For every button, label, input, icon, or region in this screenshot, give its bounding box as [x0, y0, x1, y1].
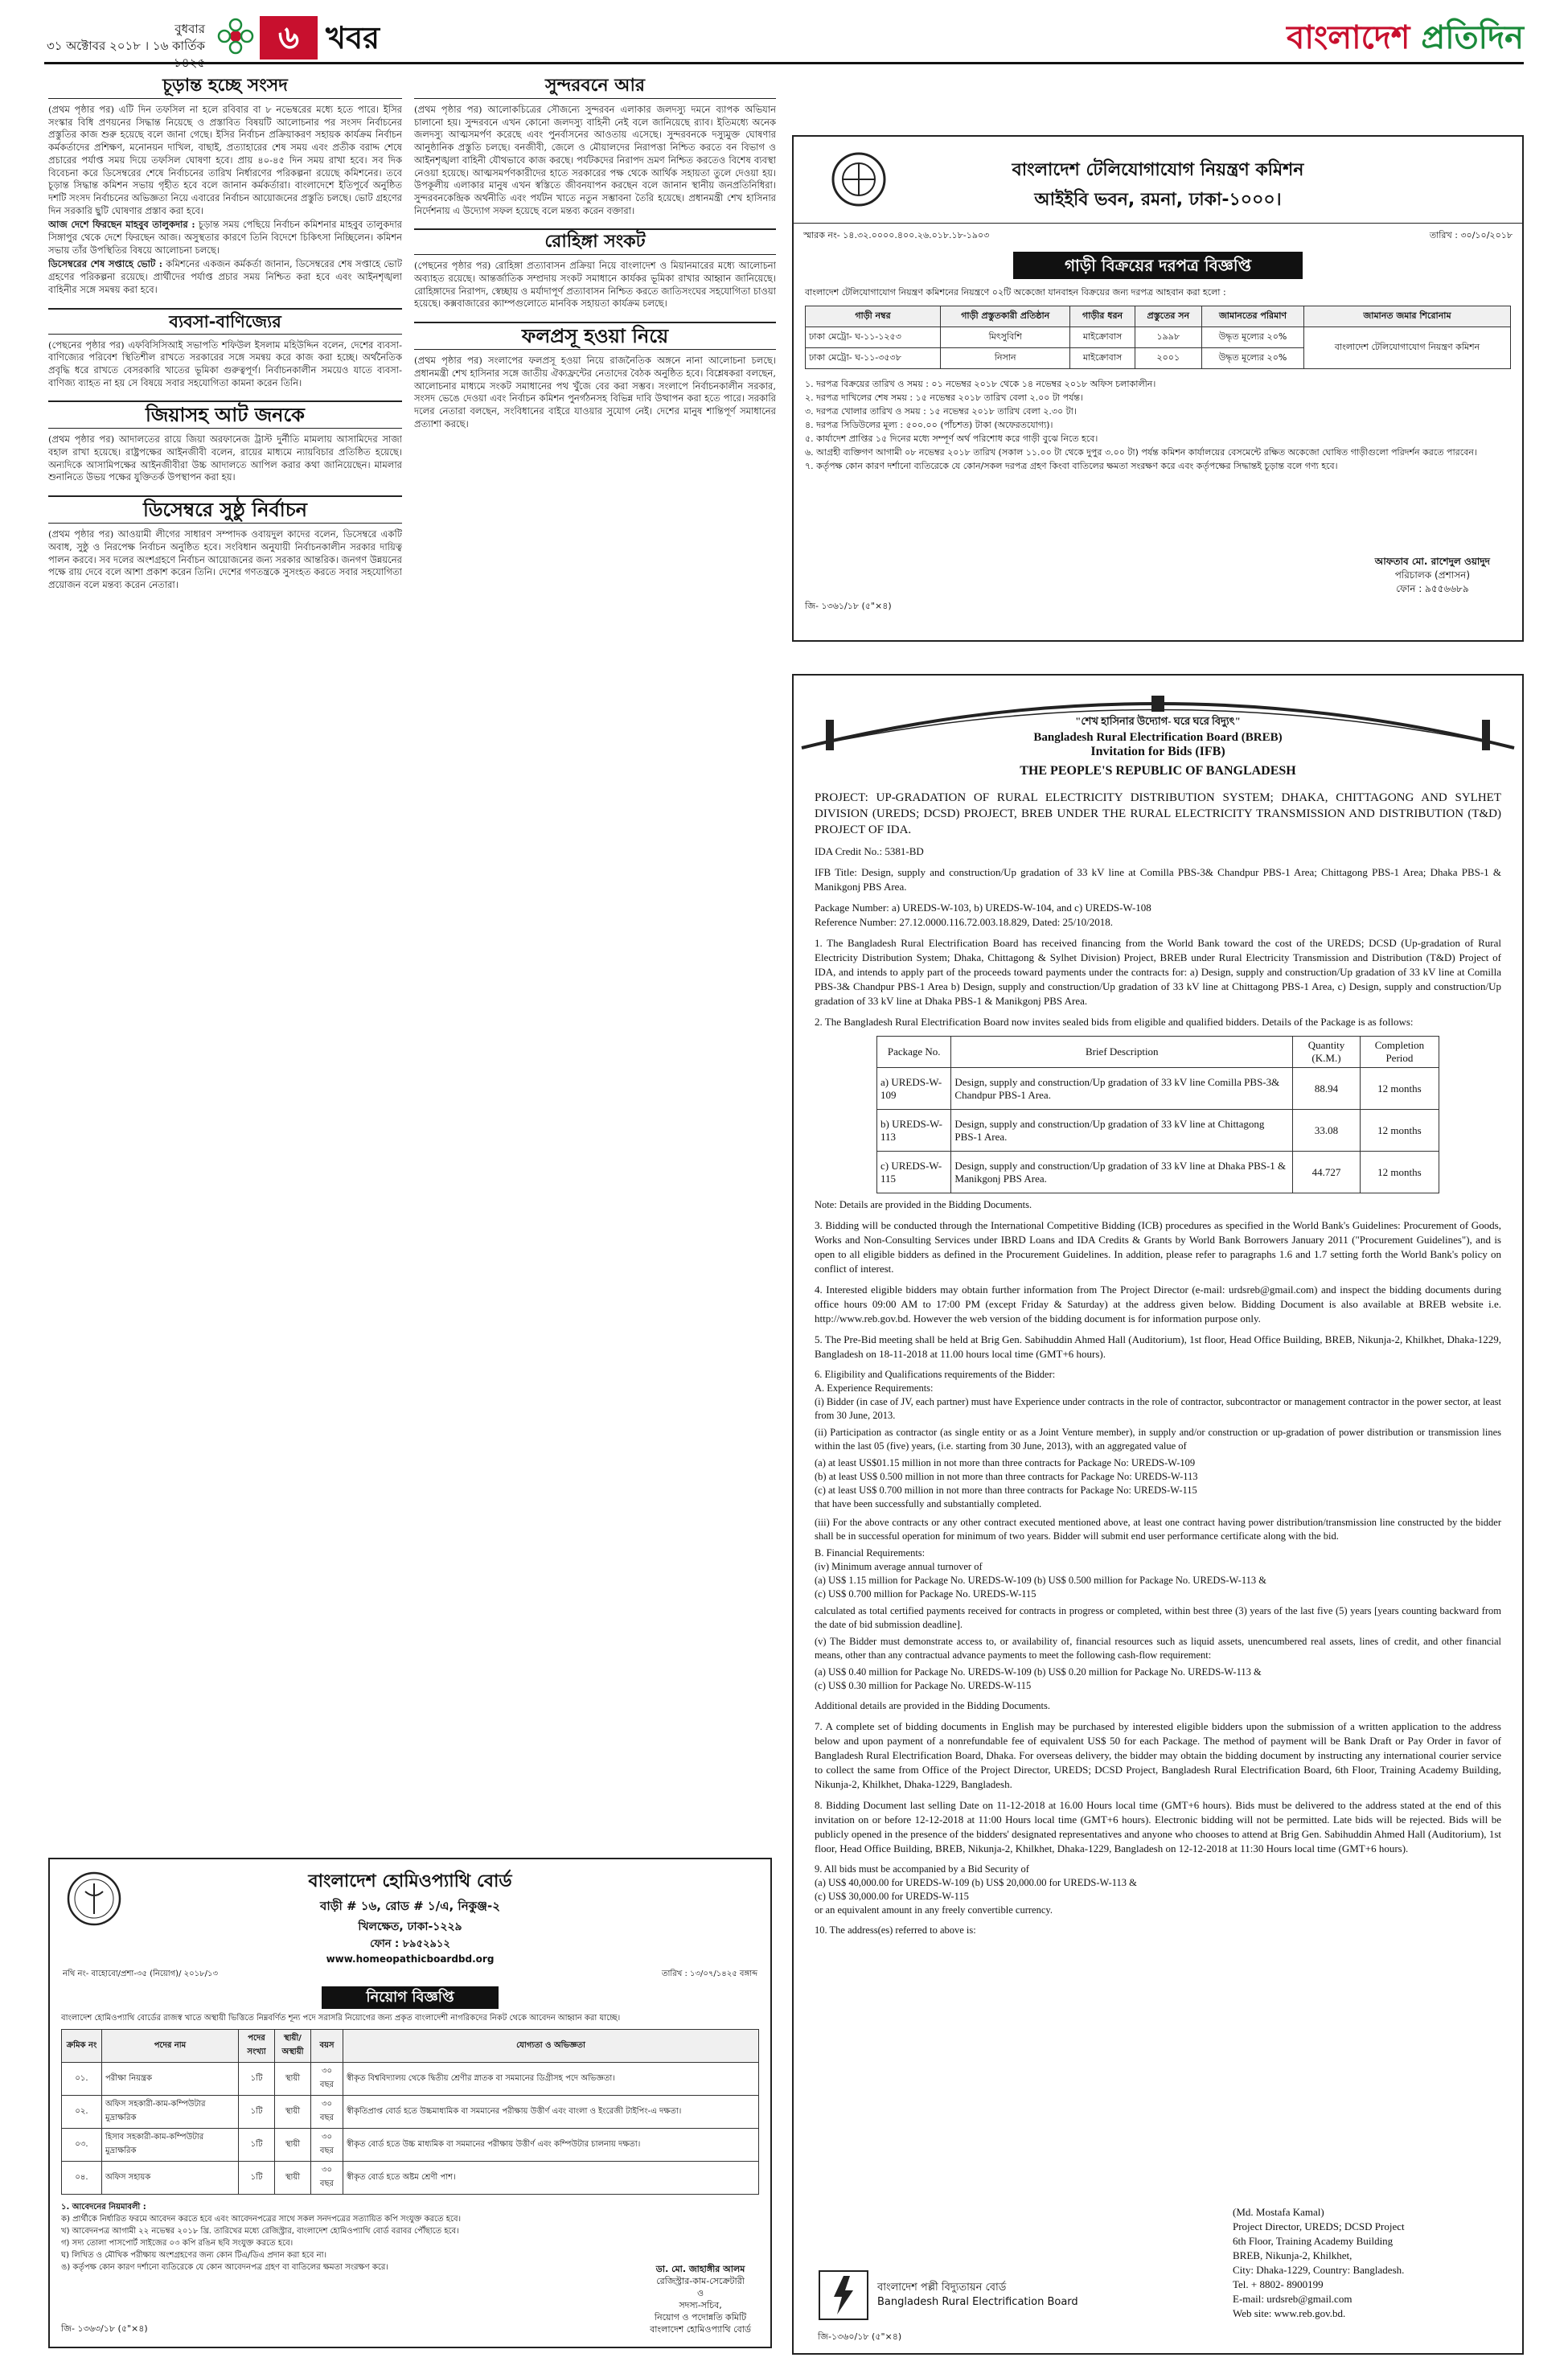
- breb-project: PROJECT: UP-GRADATION OF RURAL ELECTRICITY DISTRIBUTION SYSTEM; DHAKA, CHITTAGONG AND SYLHET DIVISION (UREDS; DCSD) PROJECT, BREB UNDER THE RURAL ELECTRICITY TRANSMISSION AND DISTRIBUTION (T&D) PROJECT OF IDA.: [815, 791, 1501, 836]
- article-headline: সুন্দরবনে আর: [414, 74, 776, 99]
- table-header: Package No.: [877, 1037, 951, 1068]
- homeopathy-address-1: বাড়ী # ১৬, রোড # ১/এ, নিকুঞ্জ-২: [320, 1899, 500, 1913]
- btrc-memo: স্মারক নং- ১৪.৩২.০০০০.৪০০.২৬.০১৮.১৮-১৯০৩: [803, 230, 990, 240]
- table-cell: ৩০ বছর: [311, 2063, 343, 2096]
- table-cell: ৩০ বছর: [311, 2129, 343, 2162]
- table-header: Completion Period: [1360, 1037, 1439, 1068]
- article-text: কমিশনের একজন কর্মকর্তা জানান, ডিসেম্বরের শেষ সপ্তাহে ভোট গ্রহণের পরিকল্পনা রয়েছে। প্রার্থীদের পর্যাপ্ত প্রচার সময় নিশ্চিত করা হবে এবং আইনশৃঙ্খলা বাহিনীর সঙ্গে সমন্বয় করা হবে।: [48, 258, 402, 295]
- table-cell: ঢাকা মেট্রো- ঘ-১১-১২৫৩: [806, 327, 941, 348]
- table-cell: 12 months: [1360, 1068, 1439, 1110]
- schedule-item: ৬. আগ্রহী ব্যক্তিগণ আগামী ০৮ নভেম্বর ২০১৮ তারিখ (সকাল ১১.০০ টা থেকে দুপুর ৩.০০ টা) পর্যন্ত কমিশন কার্যালয়ের বেসমেন্টে রক্ষিত অকেজো ঘোষিত গাড়ীগুলো পরিদর্শন করতে পারবেন।: [805, 447, 1477, 458]
- address-line: E-mail: urdsreb@gmail.com: [1233, 2293, 1353, 2305]
- table-cell: a) UREDS-W-109: [877, 1068, 951, 1110]
- list-item: that have been successfully and substantially completed.: [815, 1498, 1042, 1509]
- signatory-phone: ফোন : ৯৫৫৬৬৮৯: [1396, 583, 1469, 594]
- homeopathy-date: তারিখ : ১৩/০৭/১৪২৫ বঙ্গাব্দ: [661, 1969, 757, 1978]
- news-column-right: [414, 74, 776, 1847]
- article-body: (পেছনের পৃষ্ঠার পর) এফবিসিসিআই সভাপতি শফিউল ইসলাম মহিউদ্দিন বলেন, দেশের ব্যবসা-বাণিজ্যের পরিবেশ স্থিতিশীল রাখতে সরকারের সঙ্গে সমন্বয় করে কাজ করা হচ্ছে। অর্থনৈতিক প্রবৃদ্ধি ধরে রাখতে বেসরকারি খাতের ভূমিকা গুরুত্বপূর্ণ। নির্বাচনকালীন সময়েও যাতে ব্যবসা-বাণিজ্য ব্যাহত না হয় সে বিষয়ে সবার সহযোগিতা কামনা করেন তিনি।: [48, 339, 402, 388]
- signatory-title: রেজিস্ট্রার-কাম-সেক্রেটারী: [656, 2276, 745, 2286]
- table-header: গাড়ী প্রস্তুতকারী প্রতিষ্ঠান: [940, 306, 1070, 327]
- breb-logo-bn: বাংলাদেশ পল্লী বিদ্যুতায়ন বোর্ড: [877, 2282, 1007, 2294]
- homeopathy-org: বাংলাদেশ হোমিওপ্যাথি বোর্ড: [308, 1871, 512, 1891]
- homeopathy-rules: [50, 2195, 548, 2273]
- breb-paragraph-6a: A. Experience Requirements:: [815, 1382, 934, 1394]
- table-cell: ঢাকা মেট্রো- ঘ-১১-৩৫৩৮: [806, 348, 941, 369]
- schedule-item: ৫. কার্যাদেশ প্রাপ্তির ১৫ দিনের মধ্যে সম্পূর্ণ অর্থ পরিশোধ করে গাড়ী বুঝে নিতে হবে।: [805, 433, 1098, 444]
- address-line: BREB, Nikunja-2, Khilkhet,: [1233, 2249, 1353, 2261]
- table-cell: ১৯৯৮: [1135, 327, 1201, 348]
- table-cell: স্থায়ী: [275, 2162, 311, 2195]
- table-cell: অফিস সহায়ক: [102, 2162, 239, 2195]
- table-header: জামানতের পরিমাণ: [1202, 306, 1304, 327]
- homeopathy-title: নিয়োগ বিজ্ঞপ্তি: [322, 1986, 499, 2009]
- homeopathy-intro: বাংলাদেশ হোমিওপ্যাথি বোর্ডের রাজস্ব খাতে অস্থায়ী ভিত্তিতে নিম্নবর্ণিত শূন্য পদে সরাসরি নিয়োগের জন্য প্রকৃত বাংলাদেশী নাগরিকদের নিকট থেকে আবেদন আহ্বান করা যাচ্ছে।: [61, 2014, 621, 2023]
- table-header: যোগ্যতা ও অভিজ্ঞতা: [343, 2030, 759, 2063]
- flower-icon: [217, 18, 254, 55]
- schedule-item: ২. দরপত্র দাখিলের শেষ সময় : ১৫ নভেম্বর ২০১৮ তারিখ বেলা ২.০০ টা পর্যন্ত।: [805, 392, 1083, 403]
- breb-logo-icon: [818, 2269, 869, 2321]
- btrc-gd-number: জি- ১৩৬১/১৮ (৫"×৪): [805, 601, 892, 611]
- table-header: ক্রমিক নং: [62, 2030, 102, 2063]
- breb-paragraph-5: 5. The Pre-Bid meeting shall be held at Brig Gen. Sabihuddin Ahmed Hall (Auditorium), 1st floor, Head Office Building, BREB, Nikunja-2, Khilkhet, Dhaka-1229, Bangladesh on 18-11-2018 at 11.00 hours local time (GMT+6 hours).: [815, 1333, 1501, 1360]
- table-header-row: [877, 1037, 1439, 1068]
- table-header-row: [62, 2030, 759, 2063]
- homeopathy-board-logo-icon: [66, 1871, 122, 1927]
- list-item: (c) US$ 30,000.00 for UREDS-W-115: [815, 1891, 969, 1902]
- signatory-name: ডা. মো. জাহাঙ্গীর আলম: [655, 2264, 745, 2274]
- table-cell: ৩০ বছর: [311, 2162, 343, 2195]
- breb-header: [794, 676, 1522, 778]
- breb-logo-en: Bangladesh Rural Electrification Board: [877, 2296, 1078, 2308]
- rule-item: ঘ) লিখিত ও মৌখিক পরীক্ষায় অংশগ্রহণের জন্য কোন টিএ/ডিএ প্রদান করা হবে না।: [61, 2251, 327, 2260]
- breb-note: Note: Details are provided in the Bidding Documents.: [815, 1199, 1032, 1210]
- homeopathy-address-2: খিলক্ষেত, ঢাকা-১২২৯: [358, 1920, 462, 1933]
- table-cell: স্বীকৃত বোর্ড হতে উচ্চ মাধ্যমিক বা সমমানের পরীক্ষায় উত্তীর্ণ এবং কম্পিউটার চালনায় দক্ষতা।: [343, 2129, 759, 2162]
- list-item: (b) at least US$ 0.500 million in not more than three contracts for Package No: UREDS-W-113: [815, 1471, 1198, 1482]
- breb-ifb-title: IFB Title: Design, supply and construction/Up gradation of 33 kV line at Comilla PBS-3& Chandpur PBS-1 Area; Chittagong PBS-1 Area; Dhaka PBS-1 & Manikgonj PBS Area.: [815, 866, 1501, 893]
- masthead-full-date: ৩১ অক্টোবর ২০১৮ । ১৬ কার্তিক ১৪২৫: [46, 39, 205, 70]
- breb-paragraph-1: 1. The Bangladesh Rural Electrification Board has received financing from the World Bank toward the cost of the UREDS; DCSD (Up-gradation of Rural Electricity Distribution System; Dhaka, Chittagong & Sylhet Division) Project, BREB under Rural Electricity Transmission and Distribution (T&D) Project of IDA, and intends to apply part of the proceeds toward payments under the contracts for: a) Design, supply and construction/Up gradation of 33 kV line at Comilla PBS-3& Chandpur PBS-1 Area b) Design, supply and construction/Up gradation of 33 kV line at Chittagong PBS-1 Area, c) Design, supply and construction/Up gradation of 33 kV line at Dhaka PBS-1 & Manikgonj PBS Area.: [815, 937, 1501, 1007]
- table-cell: স্থায়ী: [275, 2096, 311, 2129]
- table-cell: স্থায়ী: [275, 2063, 311, 2096]
- table-cell: c) UREDS-W-115: [877, 1152, 951, 1193]
- article-paragraph: [48, 219, 402, 257]
- btrc-address: আইইবি ভবন, রমনা, ঢাকা-১০০০।: [1034, 190, 1282, 210]
- table-cell: 12 months: [1360, 1110, 1439, 1152]
- table-cell: Design, supply and construction/Up gradation of 33 kV line at Chittagong PBS-1 Area.: [951, 1110, 1293, 1152]
- table-cell: স্বীকৃত বোর্ড হতে অষ্টম শ্রেণী পাশ।: [343, 2162, 759, 2195]
- homeopathy-header: [50, 1859, 770, 1965]
- schedule-item: ৪. দরপত্র সিডিউলের মূল্য : ৫০০.০০ (পাঁচশত) টাকা (অফেরতযোগ্য)।: [805, 420, 1053, 430]
- breb-reference: Reference Number: 27.12.0000.116.72.003.18.829, Dated: 25/10/2018.: [815, 916, 1114, 928]
- table-cell: ০১.: [62, 2063, 102, 2096]
- article-headline: রোহিঙ্গা সংকট: [414, 228, 776, 255]
- table-cell: ০৪.: [62, 2162, 102, 2195]
- table-cell: 44.727: [1293, 1152, 1361, 1193]
- homeopathy-signatory-block: [650, 2263, 751, 2335]
- table-cell: অফিস সহকারী-কাম-কম্পিউটার মুদ্রাক্ষরিক: [102, 2096, 239, 2129]
- table-header: Brief Description: [951, 1037, 1293, 1068]
- table-header: প্রস্তুতের সন: [1135, 306, 1201, 327]
- article-headline: ফলপ্রসূ হওয়া নিয়ে: [414, 322, 776, 350]
- list-item: (c) US$ 0.700 million for Package No. UREDS-W-115: [815, 1588, 1036, 1600]
- breb-paragraph-9: 9. All bids must be accompanied by a Bid Security of: [815, 1863, 1029, 1875]
- table-header: গাড়ী নম্বর: [806, 306, 941, 327]
- table-header: পদের নাম: [102, 2030, 239, 2063]
- article-subhead: ডিসেম্বরের শেষ সপ্তাহে ভোট :: [48, 258, 162, 270]
- article-headline: চূড়ান্ত হচ্ছে সংসদ: [48, 74, 402, 99]
- breb-paragraph-10: 10. The address(es) referred to above is:: [815, 1924, 976, 1936]
- btrc-org-name: বাংলাদেশ টেলিযোগাযোগ নিয়ন্ত্রণ কমিশন: [1012, 160, 1304, 180]
- table-cell: Design, supply and construction/Up gradation of 33 kV line at Dhaka PBS-1 & Manikgonj PBS Area.: [951, 1152, 1293, 1193]
- list-item: (c) US$ 0.30 million for Package No. UREDS-W-115: [815, 1680, 1032, 1691]
- article-body: (প্রথম পৃষ্ঠার পর) আলোকচিত্রের সৌজন্যে সুন্দরবন এলাকার জলদস্যু দমনে ব্যাপক অভিযান চালানো হয়। সুন্দরবনে এখন কোনো জলদস্যু বাহিনী নেই বলে জানিয়েছে র‍্যাব। ইতিমধ্যে অনেক জলদস্যু আত্মসমর্পণ করেছে এবং পুনর্বাসনের আওতায় এসেছে। সুন্দরবনকে দস্যুমুক্ত ঘোষণার আনুষ্ঠানিক প্রস্তুতি চলছে। বনজীবী, জেলে ও মৌয়ালদের নিরাপত্তা নিশ্চিত করতে বন বিভাগ ও আইনশৃঙ্খলা বাহিনী যৌথভাবে কাজ করছে। পর্যটকদের নিরাপদ ভ্রমণ নিশ্চিত করতেও বিশেষ ব্যবস্থা নেওয়া হয়েছে। আত্মসমর্পণকারীদের হাতে সরকারের পক্ষ থেকে আর্থিক সহায়তা তুলে দেওয়া হয়। উপকূলীয় এলাকার মানুষ এখন স্বস্তিতে জীবনযাপন করছেন বলে জানান স্থানীয় জনপ্রতিনিধিরা। সুন্দরবনকেন্দ্রিক অর্থনীতি এবং পর্যটন খাতে নতুন সম্ভাবনা তৈরি হয়েছে। প্রধানমন্ত্রী শেখ হাসিনার নির্দেশনায় এ উদ্যোগ সফল হয়েছে বলে মন্তব্য করেন বক্তারা।: [414, 104, 776, 216]
- rule-item: গ) সদ্য তোলা পাসপোর্ট সাইজের ০৩ কপি রঙিন ছবি সংযুক্ত করতে হবে।: [61, 2239, 293, 2248]
- article-paragraph: (প্রথম পৃষ্ঠার পর) এটি দিন তফসিল না হলে রবিবার বা ৮ নভেম্বরের মধ্যে হতে পারে। ইসির সংস্কার বিধি প্রণয়নের সিদ্ধান্ত নিয়েছে ও প্রস্তাবিত বিষয়টি আলোচনার পর সংসদ নির্বাচনের প্রস্তুতির কাজ শুরু হয়েছে বলে জানা গেছে। ইসির নির্বাচন প্রক্রিয়াকরণ সহায়ক কার্যক্রম নির্বাচন কর্মকর্তাদের প্রশিক্ষণ, মনোনয়ন দাখিল, বাছাই, প্রত্যাহারের শেষ সময় এবং প্রতীক বরাদ্দ শেষে প্রচারের পর্যাপ্ত সময় দিয়ে তফসিল ঘোষণা হবে। প্রায় ৪০-৪৫ দিন সময় রাখা হবে। সব দিক বিবেচনা করে ডিসেম্বরের শেষে নির্বাচনের তারিখ নির্ধারণের পরিকল্পনা রয়েছে কমিশনের। তবে চূড়ান্ত সিদ্ধান্ত কমিশন সভায় গৃহীত হবে বলে জানান কর্মকর্তারা। বাংলাদেশে ইতিপূর্বে অনুষ্ঠিত দশটি সংসদ নির্বাচনের অভিজ্ঞতা নিয়ে এবারের নির্বাচন আয়োজনের প্রস্তুতি চলছে। ভোট গ্রহণের দিন সরকারি ছুটি ঘোষণার প্রস্তাব করা হবে।: [48, 104, 402, 216]
- article-body: (প্রথম পৃষ্ঠার পর) সংলাপের ফলপ্রসূ হওয়া নিয়ে রাজনৈতিক অঙ্গনে নানা আলোচনা চলছে। প্রধানমন্ত্রী শেখ হাসিনার সঙ্গে জাতীয় ঐক্যফ্রন্টের নেতাদের বৈঠক অনুষ্ঠিত হবে। বিশ্লেষকরা বলছেন, আলোচনার মাধ্যমে সংকট সমাধানের পথ খুঁজে বের করা সম্ভব। সংলাপে নির্বাচনকালীন সরকার, সংসদ ভেঙে দেওয়া এবং নির্বাচন কমিশন পুনর্গঠনসহ বিভিন্ন দাবি উত্থাপন করা হতে পারে। সরকারি দলের নেতারা বলছেন, সংবিধানের বাইরে যাওয়ার সুযোগ নেই। দেশের মানুষ শান্তিপূর্ণ সমাধানের প্রত্যাশা করছে।: [414, 355, 776, 429]
- breb-paragraph-6b1: (iv) Minimum average annual turnover of: [815, 1561, 983, 1572]
- signatory-title: নিয়োগ ও পদোন্নতি কমিটি: [654, 2312, 747, 2323]
- table-row: [62, 2096, 759, 2129]
- signatory-name: আফতাব মো. রাশেদুল ওয়াদুদ: [1374, 556, 1490, 567]
- breb-paragraph-8: 8. Bidding Document last selling Date on 11-12-2018 at 16.00 Hours local time (GMT+6 hours). Bids must be delivered to the address stated at the end of this invitation on or before 12-12-2018 at 11:00 Hours local time (GMT+6 hours). Electronic bidding will not be permitted. Late bids will be rejected. Bids will be publicly opened in the presence of the bidders' designated representatives and anyone who chooses to attend at Brig Gen. Sabihuddin Ahmed Hall (Auditorium), 1st floor, Head Office Building, BREB, Nikunja-2, Khilkhet, Dhaka-1229, Bangladesh on 12-12-2018 at 11:30 Hours local time (GMT+6 hours).: [815, 1799, 1501, 1854]
- list-item: (a) US$ 1.15 million for Package No. UREDS-W-109 (b) US$ 0.500 million for Package No. UREDS-W-113 &: [815, 1575, 1266, 1586]
- table-cell: Design, supply and construction/Up gradation of 33 kV line Comilla PBS-3& Chandpur PBS-1 Area.: [951, 1068, 1293, 1110]
- list-item: or an equivalent amount in any freely convertible currency.: [815, 1904, 1053, 1916]
- table-cell: মাইক্রোবাস: [1070, 327, 1135, 348]
- article-paragraph: [48, 258, 402, 296]
- table-cell: মাইক্রোবাস: [1070, 348, 1135, 369]
- table-cell: স্বীকৃত বিশ্ববিদ্যালয় থেকে দ্বিতীয় শ্রেণীর স্নাতক বা সমমানের ডিগ্রীসহ পদে অভিজ্ঞতা।: [343, 2063, 759, 2096]
- table-header-row: [806, 306, 1511, 327]
- table-cell: ১টি: [239, 2063, 275, 2096]
- table-header: গাড়ীর ধরন: [1070, 306, 1135, 327]
- btrc-intro: বাংলাদেশ টেলিযোগাযোগ নিয়ন্ত্রণ কমিশনের নিয়ন্ত্রণে ০২টি অকেজো যানবাহন বিক্রয়ের জন্য দরপত্র আহবান করা হলো :: [805, 287, 1226, 298]
- address-line: City: Dhaka-1229, Country: Bangladesh.: [1233, 2264, 1405, 2276]
- homeopathy-memo-row: [50, 1965, 770, 1985]
- table-cell: ১টি: [239, 2129, 275, 2162]
- masthead-date: [44, 21, 205, 72]
- schedule-item: ৩. দরপত্র খোলার তারিখ ও সময় : ১৫ নভেম্বর ২০১৮ তারিখ বেলা ২.৩০ টা।: [805, 406, 1077, 417]
- breb-ifb: Invitation for Bids (IFB): [1090, 745, 1225, 758]
- homeopathy-website: www.homeopathicboardbd.org: [326, 1953, 495, 1965]
- table-cell: b) UREDS-W-113: [877, 1110, 951, 1152]
- table-cell: হিসাব সহকারী-কাম-কম্পিউটার মুদ্রাক্ষরিক: [102, 2129, 239, 2162]
- breb-org: Bangladesh Rural Electrification Board (BREB): [1033, 731, 1283, 744]
- homeopathy-post-table: [61, 2029, 759, 2195]
- breb-paragraph-2: 2. The Bangladesh Rural Electrification Board now invites sealed bids from eligible and qualified bidders. Details of the Package is as follows:: [815, 1016, 1414, 1028]
- signatory-title: সদস্য-সচিব,: [679, 2300, 722, 2310]
- article-headline: জিয়াসহ আট জনকে: [48, 400, 402, 429]
- breb-gd-number: জি-১৩৬০/১৮ (৫"×৪): [818, 2331, 902, 2342]
- table-cell: ১টি: [239, 2096, 275, 2129]
- homeopathy-memo: নথি নং- বাহোবো/প্রশা-৩৫ (নিয়োগ)/ ২০১৮/১৩: [63, 1969, 218, 1978]
- article-body: (পেছনের পৃষ্ঠার পর) রোহিঙ্গা প্রত্যাবাসন প্রক্রিয়া নিয়ে বাংলাদেশ ও মিয়ানমারের মধ্যে আলোচনা অব্যাহত রয়েছে। আন্তর্জাতিক সম্প্রদায় সংকট সমাধানে কার্যকর ভূমিকা রাখার আহ্বান জানিয়েছে। রোহিঙ্গাদের নিরাপদ, স্বেচ্ছায় ও মর্যাদাপূর্ণ প্রত্যাবাসন নিশ্চিত করতে জাতিসংঘের সহযোগিতা চাওয়া হয়েছে। কক্সবাজারের ক্যাম্পগুলোতে মানবিক সহায়তা কার্যক্রম চলছে।: [414, 260, 776, 310]
- breb-paragraph-6b3: (v) The Bidder must demonstrate access to, or availability of, financial resources such as liquid assets, unencumbered real assets, lines of credit, and other financial means, other than any contractual advance payments to meet the following cash-flow requirement:: [815, 1636, 1501, 1661]
- breb-paragraph-7: 7. A complete set of bidding documents in English may be purchased by interested eligible bidders upon the submission of a written application to the address below and upon payment of a nonrefundable fee of equivalent US$ 50 for each Package. The method of payment will be Bank Draft or Pay Order in favor of Bangladesh Rural Electrification Board, Dhaka. For overseas delivery, the bidder may obtain the bidding document by instructing any international courier service to collect the same from Office of the Project Director, UREDS; DCSD Project, Bangladesh Rural Electrification Board, 6th Floor, Training Academy Building, Nikunja-2, Khilkhet, Dhaka-1229, Bangladesh.: [815, 1720, 1501, 1790]
- list-item: (a) US$ 40,000.00 for UREDS-W-109 (b) US$ 20,000.00 for UREDS-W-113 &: [815, 1877, 1137, 1888]
- masthead: [44, 14, 1524, 70]
- breb-address-block: [1233, 2205, 1498, 2321]
- article-subhead: আজ দেশে ফিরছেন মাহবুব তালুকদার :: [48, 219, 195, 231]
- section-title: খবর: [326, 20, 380, 55]
- article-text: চূড়ান্ত সময় পেছিয়ে নির্বাচন কমিশনার মাহবুব তালুকদার সিঙ্গাপুর থেকে দেশে ফিরছেন আজ। অসুস্থতার কারণে তিনি বিদেশে চিকিৎসা নিচ্ছিলেন। কমিশন সভায় তাঁর উপস্থিতির বিষয়ে আলোচনা চলছে।: [48, 219, 402, 256]
- list-item: (a) at least US$01.15 million in not more than three contracts for Package No: UREDS-W-109: [815, 1457, 1196, 1468]
- table-cell: ৩০ বছর: [311, 2096, 343, 2129]
- breb-paragraph-4: 4. Interested eligible bidders may obtain further information from The Project Director (e-mail: urdsreb@gmail.com) and inspect the bidding documents during office hours 09:00 AM to 17:00 PM (except Friday & Saturday) at the address given below. Bidding Document is also available at BREB website i.e. http://www.reb.gov.bd. However the web version of the bidding document is for information purpose only.: [815, 1284, 1501, 1325]
- article-headline: ব্যবসা-বাণিজ্যের: [48, 308, 402, 335]
- breb-ifb-ad: [792, 674, 1524, 2355]
- table-row: [877, 1110, 1439, 1152]
- breb-country: THE PEOPLE'S REPUBLIC OF BANGLADESH: [1020, 764, 1296, 778]
- table-cell: স্বীকৃতিপ্রাপ্ত বোর্ড হতে উচ্চমাধ্যমিক বা সমমানের পরীক্ষায় উত্তীর্ণ এবং বাংলা ও ইংরেজী টাইপিং-এ দক্ষতা।: [343, 2096, 759, 2129]
- brand-part-1: বাংলাদেশ: [1287, 19, 1422, 56]
- table-row: [62, 2063, 759, 2096]
- breb-paragraph-6: 6. Eligibility and Qualifications requirements of the Bidder:: [815, 1369, 1056, 1380]
- table-cell: ১টি: [239, 2162, 275, 2195]
- table-row: [806, 327, 1511, 348]
- address-line: Web site: www.reb.gov.bd.: [1233, 2307, 1346, 2319]
- article-body: (প্রথম পৃষ্ঠার পর) আওয়ামী লীগের সাধারণ সম্পাদক ওবায়দুল কাদের বলেন, ডিসেম্বরে একটি অবাধ, সুষ্ঠু ও নিরপেক্ষ নির্বাচন অনুষ্ঠিত হবে। সংবিধান অনুযায়ী নির্বাচনকালীন সরকার দায়িত্ব পালন করবে। সব দলের অংশগ্রহণে নির্বাচন আয়োজনের জন্য সরকার আন্তরিক। জনগণ উন্নয়নের পক্ষে রায় দেবে বলে আশা প্রকাশ করেন তিনি। দেশের গণতন্ত্রকে সুসংহত করতে সবার সহযোগিতা প্রয়োজন বলে মন্তব্য করেন নেতারা।: [48, 528, 402, 590]
- table-cell: উদ্ধৃত মূল্যের ২০%: [1202, 348, 1304, 369]
- news-column-left: [48, 74, 402, 1847]
- rules-heading: ১. আবেদনের নিয়মাবলী :: [61, 2203, 146, 2212]
- masthead-weekday: বুধবার: [174, 22, 205, 36]
- btrc-date: তারিখ : ৩০/১০/২০১৮: [1429, 230, 1513, 240]
- breb-slogan: "শেখ হাসিনার উদ্যোগ- ঘরে ঘরে বিদ্যুৎ": [1075, 715, 1241, 727]
- schedule-item: ৭. কর্তৃপক্ষ কোন কারণ দর্শানো ব্যতিরেকে যে কোন/সকল দরপত্র গ্রহণ কিংবা বাতিলের ক্ষমতা সংরক্ষণ করে এবং কর্তৃপক্ষের সিদ্ধান্তই চূড়ান্ত বলে গণ্য হবে।: [805, 461, 1338, 471]
- article-headline: ডিসেম্বরে সুষ্ঠু নির্বাচন: [48, 495, 402, 524]
- signatory-title: পরিচালক (প্রশাসন): [1394, 569, 1470, 581]
- table-row: [62, 2129, 759, 2162]
- btrc-logo-icon: [831, 151, 887, 207]
- table-row: [877, 1068, 1439, 1110]
- breb-paragraph-6b: B. Financial Requirements:: [815, 1547, 926, 1559]
- signatory-title: ও: [696, 2288, 704, 2298]
- homeopathy-job-ad: [48, 1858, 772, 2348]
- btrc-tender-ad: [792, 135, 1524, 642]
- rule-item: ক) প্রার্থীকে নির্ধারিত ফরমে আবেদন করতে হবে এবং আবেদনপত্রের সাথে সকল সনদপত্রের সত্যায়িত কপি সংযুক্ত করতে হবে।: [61, 2215, 462, 2224]
- rule-item: খ) আবেদনপত্র আগামী ২২ নভেম্বর ২০১৮ খ্রি. তারিখের মধ্যে রেজিস্ট্রার, বাংলাদেশ হোমিওপ্যাথি বোর্ড বরাবর পৌঁছাতে হবে।: [61, 2227, 459, 2236]
- table-header: পদের সংখ্যা: [239, 2030, 275, 2063]
- table-cell: নিসান: [940, 348, 1070, 369]
- table-cell: স্থায়ী: [275, 2129, 311, 2162]
- breb-paragraph-6a1: (i) Bidder (in case of JV, each partner) must have Experience under contracts in the role of contractor, subcontractor or management contractor in the power sector, at least from 30 June, 2013.: [815, 1396, 1501, 1421]
- btrc-memo-row: [794, 224, 1522, 248]
- address-line: (Md. Mostafa Kamal): [1233, 2206, 1324, 2218]
- table-header: জামানত জমার শিরোনাম: [1304, 306, 1511, 327]
- breb-paragraph-3: 3. Bidding will be conducted through the International Competitive Bidding (ICB) procedures as specified in the World Bank's Guidelines: Procurement of Goods, Works and Non-Consulting Services under IBRD Loans and IDA Credits & Grants by World Bank Borrowers January 2011 ("Procurement Guidelines"), and is open to all eligible bidders as defined in the Procurement Guidelines. In addition, please refer to paragraphs 1.6 and 1.7 setting forth the World Bank's policy on conflict of interest.: [815, 1219, 1501, 1275]
- table-cell: পরীক্ষা নিয়ন্ত্রক: [102, 2063, 239, 2096]
- table-cell: ২০০১: [1135, 348, 1201, 369]
- schedule-item: ১. দরপত্র বিক্রয়ের তারিখ ও সময় : ০১ নভেম্বর ২০১৮ থেকে ১৪ নভেম্বর ২০১৮ অফিস চলাকালীন।: [805, 379, 1156, 389]
- table-cell: ০২.: [62, 2096, 102, 2129]
- homeopathy-phone: ফোন : ৮৯৫২৯১২: [370, 1938, 450, 1950]
- table-row: [62, 2162, 759, 2195]
- table-row: [877, 1152, 1439, 1193]
- homeopathy-gd-number: জি- ১৩৬৩/১৮ (৫"×৪): [61, 2323, 148, 2334]
- list-item: (a) US$ 0.40 million for Package No. UREDS-W-109 (b) US$ 0.20 million for Package No. UREDS-W-113 &: [815, 1666, 1262, 1678]
- breb-logo-block: [818, 2269, 1078, 2321]
- btrc-ad-header: [794, 137, 1522, 224]
- address-line: Project Director, UREDS; DCSD Project: [1233, 2220, 1405, 2232]
- btrc-schedule: [794, 369, 1522, 473]
- breb-ida: IDA Credit No.: 5381-BD: [815, 845, 924, 857]
- table-header: বয়স: [311, 2030, 343, 2063]
- signatory-title: বাংলাদেশ হোমিওপ্যাথি বোর্ড: [650, 2324, 751, 2335]
- table-header: Quantity (K.M.): [1293, 1037, 1361, 1068]
- btrc-title: গাড়ী বিক্রয়ের দরপত্র বিজ্ঞপ্তি: [1013, 252, 1303, 279]
- breb-paragraph-6b2: calculated as total certified payments received for contracts in progress or completed, within best three (3) years of the last five (5) years [years counting backward from the date of bid submission deadline].: [815, 1605, 1501, 1630]
- page-number: ৬: [260, 16, 318, 60]
- table-cell: মিৎসুবিশি: [940, 327, 1070, 348]
- newspaper-brand: [1287, 16, 1524, 60]
- breb-package-number: Package Number: a) UREDS-W-103, b) UREDS-W-104, and c) UREDS-W-108: [815, 902, 1151, 914]
- table-cell: 12 months: [1360, 1152, 1439, 1193]
- breb-paragraph-6c: Additional details are provided in the Bidding Documents.: [815, 1700, 1050, 1711]
- address-line: Tel. + 8802- 8900199: [1233, 2278, 1324, 2290]
- article-body: (প্রথম পৃষ্ঠার পর) আদালতের রায়ে জিয়া অরফানেজ ট্রাস্ট দুর্নীতি মামলায় আসামিদের সাজা বহাল রাখা হয়েছে। রাষ্ট্রপক্ষের আইনজীবী বলেন, রায়ের মাধ্যমে ন্যায়বিচার প্রতিষ্ঠিত হয়েছে। অন্যদিকে আসামিপক্ষের আইনজীবীরা উচ্চ আদালতে আপিল করার কথা জানিয়েছেন। মামলার শুনানিতে উভয় পক্ষের যুক্তিতর্ক উপস্থাপন করা হয়।: [48, 433, 402, 483]
- address-line: 6th Floor, Training Academy Building: [1233, 2235, 1394, 2247]
- table-cell: 88.94: [1293, 1068, 1361, 1110]
- btrc-vehicle-table: [805, 306, 1511, 369]
- btrc-signatory-block: [1375, 555, 1490, 596]
- table-cell: 33.08: [1293, 1110, 1361, 1152]
- breb-paragraph-6a3: (iii) For the above contracts or any other contract executed mentioned above, at least one contract having power distribution/transmission line constructed by the bidder shall be in successful operation for minimum of two years. Bidder will submit end user performance certificate along with the bid.: [815, 1517, 1501, 1542]
- article-body: [48, 104, 402, 297]
- table-header: স্থায়ী/অস্থায়ী: [275, 2030, 311, 2063]
- table-cell: উদ্ধৃত মূল্যের ২০%: [1202, 327, 1304, 348]
- brand-part-2: প্রতিদিন: [1421, 19, 1524, 56]
- breb-package-table: [876, 1036, 1439, 1193]
- table-cell: বাংলাদেশ টেলিযোগাযোগ নিয়ন্ত্রণ কমিশন: [1304, 327, 1511, 369]
- table-cell: ০৩.: [62, 2129, 102, 2162]
- rule-item: ঙ) কর্তৃপক্ষ কোন কারণ দর্শানো ব্যতিরেকে যে কোন আবেদনপত্র গ্রহণ বা বাতিলের ক্ষমতা সংরক্ষণ করে।: [61, 2263, 388, 2272]
- breb-paragraph-6a2: (ii) Participation as contractor (as single entity or as a Joint Venture member), in supply and/or construction or up-gradation of power distribution or transmission lines within the last 05 (five) years, (i.e. starting from 30 June, 2013), with an aggregated value of: [815, 1427, 1501, 1452]
- list-item: (c) at least US$ 0.700 million in not more than three contracts for Package No: UREDS-W-115: [815, 1485, 1197, 1496]
